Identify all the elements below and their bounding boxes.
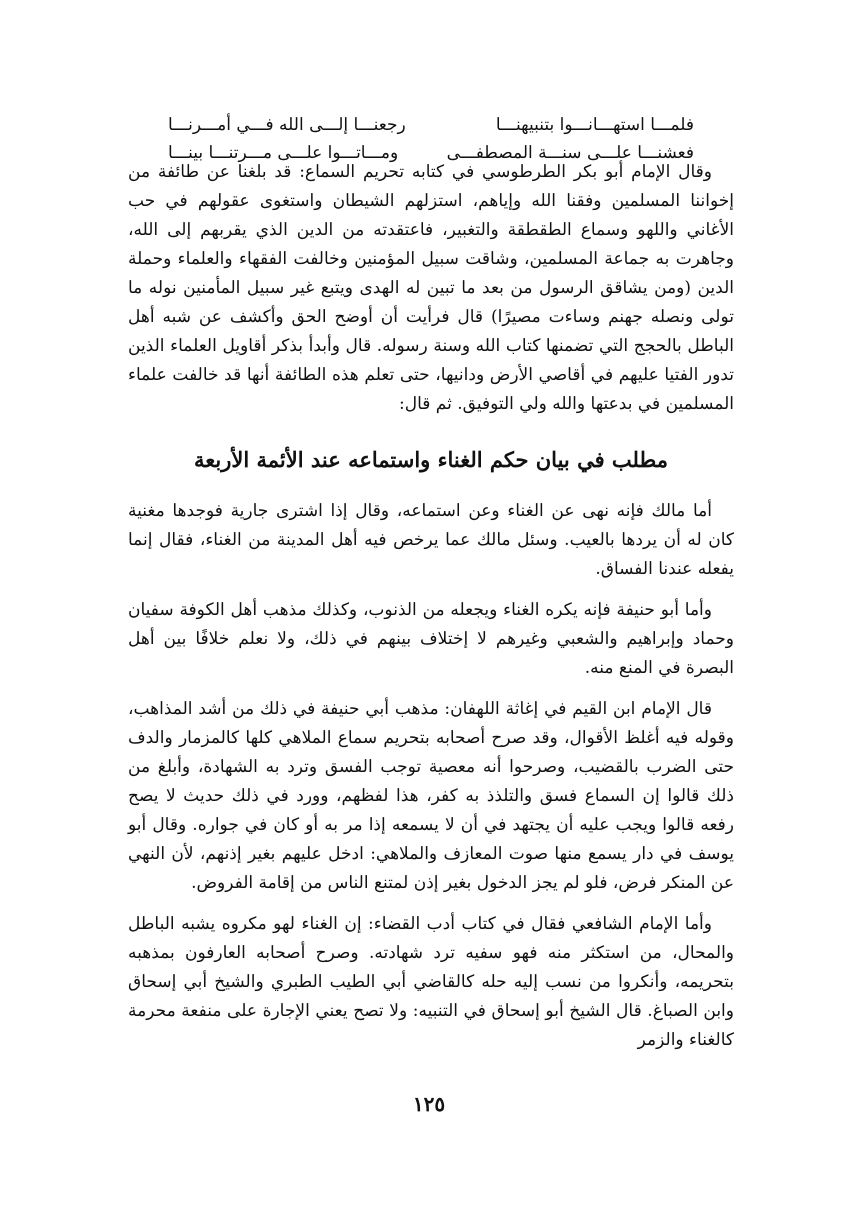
- paragraph-separator: [128, 683, 734, 695]
- paragraph-tartushi-quote: وقال الإمام أبو بكر الطرطوسي في كتابه تحريم السماع: قد بلغنا عن طائفة من إخواننا المسلمين وفقنا الله وإياهم، استزلهم الشيطان واستغوى عقولهم في حب الأغاني واللهو وسماع الطقطقة والتغبير، فاعتقدته من الدين الذي يقربهم إلى الله، وجاهرت به جماعة المسلمين، وشاقت سبيل المؤمنين وخالفت الفقهاء والعلماء وحملة الدين (ومن يشاقق الرسول من بعد ما تبين له الهدى ويتبع غير سبيل المأمنين نوله ما تولى ونصله جهنم وساءت مصيرًا) قال فرأيت أن أوضح الحق وأكشف عن شبه أهل الباطل بالحجج التي تضمنها كتاب الله وسنة رسوله. قال وأبدأ بذكر أقاويل العلماء الذين تدور الفتيا عليهم في أقاصي الأرض ودانيها، حتى تعلم هذه الطائفة أنها قد خالفت علماء المسلمين في بدعتها والله ولي التوفيق. ثم قال:: [128, 162, 734, 414]
- page-number: ١٢٥: [412, 1092, 446, 1116]
- poem-verse-1-second-hemistich: رجعنـــا إلـــى الله فـــي أمـــرنـــا: [168, 115, 406, 135]
- poem-verse-2-second-hemistich: ومـــاتـــوا علـــى مـــرتنـــا بينـــا: [168, 143, 399, 163]
- paragraph-separator: [128, 898, 734, 910]
- poem-verse-1-first-hemistich: فلمـــا استهـــانـــوا بتنبيهنـــا: [495, 115, 694, 135]
- paragraph-malik: أما مالك فإنه نهى عن الغناء وعن استماعه، وقال إذا اشترى جارية فوجدها مغنية كان له أن يردها بالعيب. وسئل مالك عما يرخص فيه أهل المدينة من الغناء، فقال إنما يفعله عندنا الفساق.: [128, 501, 734, 579]
- paragraph-abu-hanifa: وأما أبو حنيفة فإنه يكره الغناء ويجعله من الذنوب، وكذلك مذهب أهل الكوفة سفيان وحماد وإبراهيم والشعبي وغيرهم لا إختلاف بينهم في ذلك، ولا نعلم خلافًا بين أهل البصرة في المنع منه.: [128, 600, 734, 678]
- page-body: [128, 100, 734, 1055]
- paragraph-ibn-qayyim: قال الإمام ابن القيم في إغاثة اللهفان: مذهب أبي حنيفة في ذلك من أشد المذاهب، وقوله فيه أغلظ الأقوال، وقد صرح أصحابه بتحريم سماع الملاهي كلها كالمزمار والدف حتى الضرب بالقضيب، وصرحوا أنه معصية توجب الفسق وترد به الشهادة، وأبلغ من ذلك قالوا إن السماع فسق والتلذذ به كفر، هذا لفظهم، وورد في ذلك حديث لا يصح رفعه قالوا ويجب عليه أن يجتهد في أن لا يسمعه إذا مر به أو كان في جواره. وقال أبو يوسف في دار يسمع منها صوت المعازف والملاهي: ادخل عليهم بغير إذنهم، لأن النهي عن المنكر فرض، فلو لم يجز الدخول بغير إذن لمتنع الناس من إقامة الفروض.: [128, 699, 734, 893]
- paragraph-shafii: وأما الإمام الشافعي فقال في كتاب أدب القضاء: إن الغناء لهو مكروه يشبه الباطل والمحال، من استكثر منه فهو سفيه ترد شهادته. وصرح أصحابه العارفون بمذهبه بتحريمه، وأنكروا من نسب إليه حله كالقاضي أبي الطيب الطبري والشيخ أبي إسحاق وابن الصباغ. قال الشيخ أبو إسحاق في التنبيه: ولا تصح يعني الإجارة على منفعة محرمة كالغناء والزمر: [128, 914, 734, 1050]
- poem-verse-2-first-hemistich: فعشنـــا علـــى سنـــة المصطفـــى: [446, 143, 694, 163]
- poem-verses: [128, 100, 734, 163]
- paragraph-separator: [128, 584, 734, 596]
- section-heading: مطلب في بيان حكم الغناء واستماعه عند الأئمة الأربعة: [194, 447, 668, 472]
